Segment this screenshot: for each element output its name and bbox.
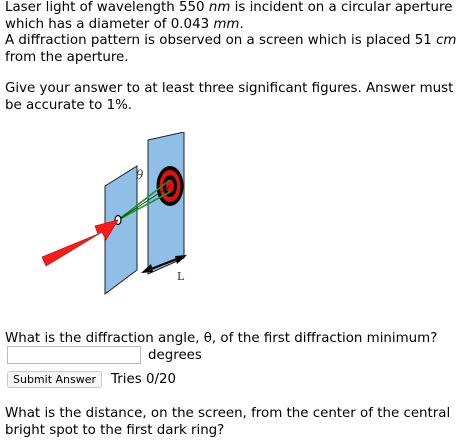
distance-unit: cm [436,33,457,49]
theta-label: θ [136,168,144,182]
submit-answer-button[interactable]: Submit Answer [7,371,102,388]
diffraction-diagram [32,132,204,297]
distance-arrow-head-right [175,255,187,264]
part1-answer-input[interactable] [7,346,141,364]
distance-arrow-head-left [141,264,153,273]
part1-submit-row [7,371,176,388]
intro-text-2b: from the aperture. [5,49,129,65]
problem-statement: Laser light of wavelength 550 nm is incident on a circular aperture which has a diameter of 0.043 mm. A diffraction pattern is observed on a screen which is placed 51 cm from the aperture. [5,0,457,65]
tries-counter: Tries 0/20 [111,372,177,387]
part1-units: degrees [148,347,202,363]
instructions: Give your answer to at least three significant figures. Answer must be accurate to 1%. [5,81,454,113]
part2-prompt: What is the distance, on the screen, from the center of the central bright spot to the first dark ring? [5,406,451,438]
part1-answer-row [7,346,202,364]
length-label: L [177,270,185,283]
wavelength-unit: nm [208,0,231,15]
intro-text-1: Laser light of wavelength 550 [5,0,205,15]
diameter-unit: mm [213,16,240,32]
intro-text-2: A diffraction pattern is observed on a screen which is placed 51 [5,33,432,49]
part1-prompt: What is the diffraction angle, θ, of the first diffraction minimum? [5,331,438,346]
intro-text-1b: is incident on a circular aperture which has a diameter of 0.043 [5,0,453,32]
